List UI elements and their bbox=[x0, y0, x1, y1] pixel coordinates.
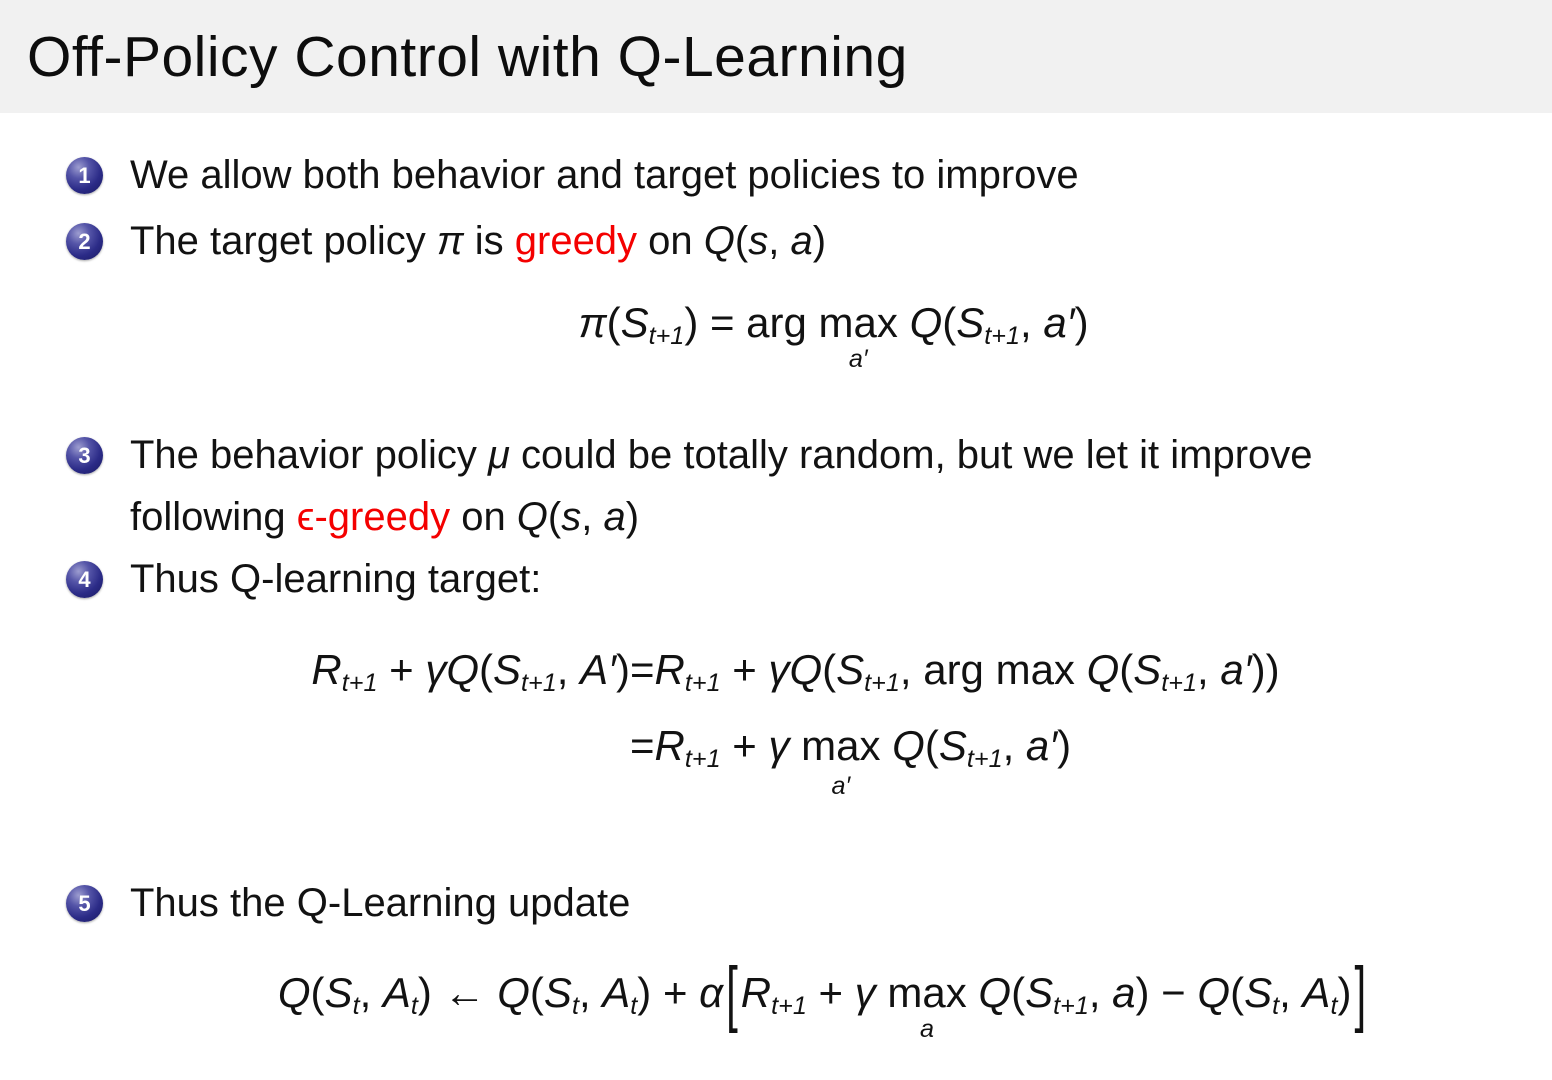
bullet-item-4 bbox=[66, 548, 541, 610]
bullet-item-3 bbox=[66, 424, 1313, 548]
bullet-item-5 bbox=[66, 872, 630, 934]
item-number-ball: 4 bbox=[66, 561, 103, 598]
bullet-item-1 bbox=[66, 144, 1079, 206]
slide-header bbox=[0, 0, 1552, 113]
equation-row1-left: Rt+1 + γQ(St+1, A′) bbox=[311, 646, 630, 698]
equation-row2-left bbox=[118, 714, 630, 790]
equation-row2-right: =Rt+1 + γ max a′ Q(St+1, a′) bbox=[630, 722, 1072, 800]
item-number-ball: 2 bbox=[66, 223, 103, 260]
bullet-text-5: Thus the Q-Learning update bbox=[130, 881, 631, 925]
bullet-text-1: We allow both behavior and target policies to improve bbox=[130, 153, 1079, 197]
item-number-ball: 3 bbox=[66, 437, 103, 474]
equation-target-policy: π(St+1) = arg max a′ Q(St+1, a′) bbox=[578, 299, 1089, 374]
item-number-ball: 5 bbox=[66, 885, 103, 922]
equation-qlearning-target bbox=[118, 638, 1280, 800]
slide-title: Off-Policy Control with Q-Learning bbox=[27, 24, 908, 89]
item-number-ball: 1 bbox=[66, 157, 103, 194]
equation-row1-right: =Rt+1 + γQ(St+1, arg max Q(St+1, a′)) bbox=[630, 646, 1280, 698]
bullet-item-2 bbox=[66, 210, 826, 272]
bullet-text-3: The behavior policy μ could be totally random, but we let it improve following ϵ-greedy on Q(s, a) bbox=[130, 433, 1313, 539]
bullet-text-4: Thus Q-learning target: bbox=[130, 557, 542, 601]
bullet-text-2: The target policy π is greedy on Q(s, a) bbox=[130, 219, 827, 263]
equation-qlearning-update: Q(St, At) ← Q(St, At) + α[Rt+1 + γ max a Q(St+1, a) − Q(St, At)] bbox=[277, 952, 1367, 1044]
